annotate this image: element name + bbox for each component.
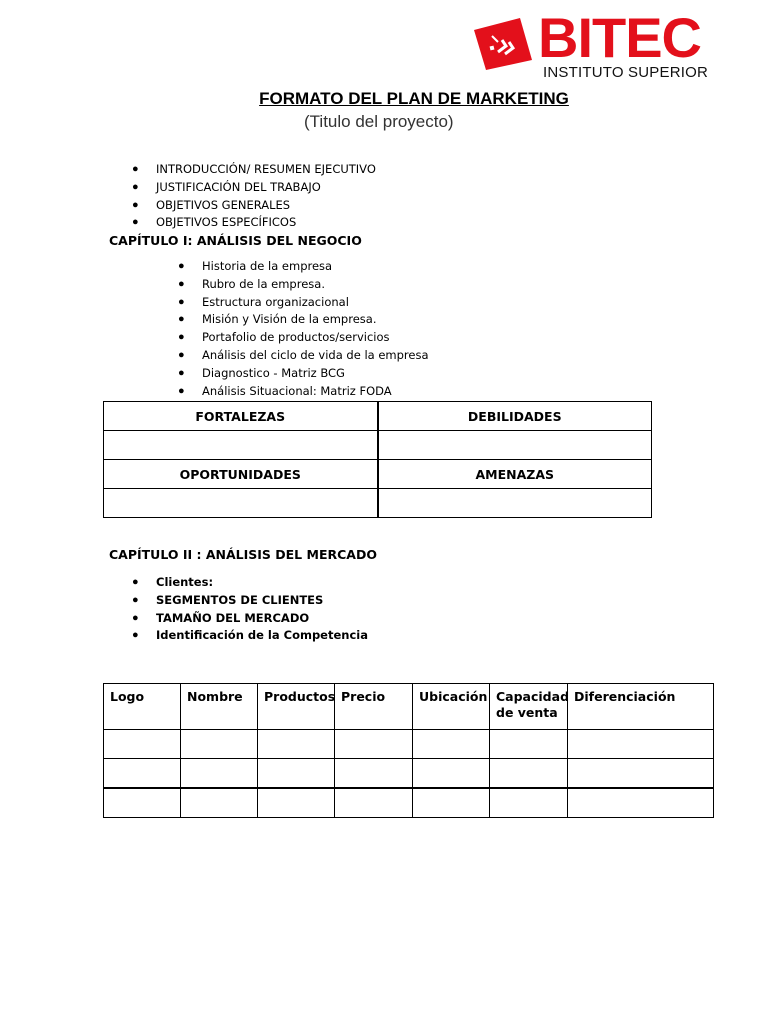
bullet-icon: ● <box>178 313 185 326</box>
list-item: ● Portafolio de productos/servicios <box>178 329 429 347</box>
table-cell[interactable] <box>258 788 335 818</box>
table-row <box>104 730 714 759</box>
bitec-logo <box>472 6 728 84</box>
bullet-icon: ● <box>132 576 139 588</box>
list-item: ● Misión y Visión de la empresa. <box>178 311 429 329</box>
bullet-icon: ● <box>132 593 139 606</box>
table-cell[interactable] <box>335 730 413 759</box>
table-cell[interactable] <box>104 730 181 759</box>
bullet-icon: ● <box>132 216 139 229</box>
intro-list <box>132 161 376 232</box>
foda-oportunidades-header: OPORTUNIDADES <box>104 460 378 489</box>
bullet-icon: ● <box>132 180 139 193</box>
table-cell[interactable] <box>181 730 258 759</box>
bullet-icon: ● <box>132 611 139 624</box>
table-row <box>104 788 714 818</box>
table-cell[interactable] <box>258 759 335 789</box>
table-cell[interactable] <box>104 759 181 789</box>
bullet-icon: ● <box>178 366 185 379</box>
table-row <box>104 759 714 789</box>
chapter2-heading: CAPÍTULO II : ANÁLISIS DEL MERCADO <box>109 547 377 562</box>
list-item: ● JUSTIFICACIÓN DEL TRABAJO <box>132 179 376 197</box>
foda-amenazas-cell[interactable] <box>378 489 652 518</box>
list-item: ● TAMAÑO DEL MERCADO <box>132 610 368 628</box>
table-cell[interactable] <box>181 788 258 818</box>
bullet-icon: ● <box>132 629 139 642</box>
table-cell[interactable] <box>258 730 335 759</box>
table-cell[interactable] <box>568 759 714 789</box>
list-item: ● Clientes: <box>132 574 368 592</box>
bullet-icon: ● <box>178 277 185 290</box>
col-header-productos: Productos <box>258 684 335 730</box>
bullet-icon: ● <box>178 331 185 344</box>
list-item: ● OBJETIVOS GENERALES <box>132 197 376 215</box>
competition-table <box>103 683 714 818</box>
table-cell[interactable] <box>335 759 413 789</box>
list-item: ● Estructura organizacional <box>178 294 429 312</box>
col-header-capacidad: Capacidad de venta <box>490 684 568 730</box>
bullet-icon: ● <box>132 163 139 175</box>
bitec-wordmark: BITEC <box>538 6 701 69</box>
bullet-icon: ● <box>178 295 185 308</box>
list-item: ● INTRODUCCIÓN/ RESUMEN EJECUTIVO <box>132 161 376 179</box>
list-item: ● Análisis del ciclo de vida de la empresa <box>178 347 429 365</box>
table-cell[interactable] <box>568 730 714 759</box>
table-cell[interactable] <box>413 730 490 759</box>
chapter1-heading: CAPÍTULO I: ANÁLISIS DEL NEGOCIO <box>109 233 362 248</box>
chapter2-list <box>132 574 368 645</box>
col-header-ubicacion: Ubicación <box>413 684 490 730</box>
foda-fortalezas-cell[interactable] <box>104 431 378 460</box>
list-item: ● Diagnostico - Matriz BCG <box>178 365 429 383</box>
table-cell[interactable] <box>490 788 568 818</box>
table-cell[interactable] <box>335 788 413 818</box>
table-cell[interactable] <box>490 730 568 759</box>
list-item: ● Rubro de la empresa. <box>178 276 429 294</box>
list-item: ● Identificación de la Competencia <box>132 627 368 645</box>
bullet-icon: ● <box>178 260 185 272</box>
foda-matrix <box>103 401 652 518</box>
foda-debilidades-cell[interactable] <box>378 431 652 460</box>
bullet-icon: ● <box>178 384 185 397</box>
bullet-icon: ● <box>132 198 139 211</box>
table-cell[interactable] <box>104 788 181 818</box>
table-cell[interactable] <box>413 759 490 789</box>
table-cell[interactable] <box>181 759 258 789</box>
col-header-precio: Precio <box>335 684 413 730</box>
chapter1-list <box>178 258 429 400</box>
list-item: ● Análisis Situacional: Matriz FODA <box>178 383 429 401</box>
table-cell[interactable] <box>568 788 714 818</box>
bitec-logo-mark-icon <box>472 16 534 70</box>
foda-amenazas-header: AMENAZAS <box>378 460 652 489</box>
col-header-diferenciacion: Diferenciación <box>568 684 714 730</box>
table-header-row <box>104 684 714 730</box>
foda-fortalezas-header: FORTALEZAS <box>104 402 378 431</box>
table-cell[interactable] <box>413 788 490 818</box>
list-item: ● SEGMENTOS DE CLIENTES <box>132 592 368 610</box>
list-item: ● OBJETIVOS ESPECÍFICOS <box>132 214 376 232</box>
bullet-icon: ● <box>178 348 185 361</box>
col-header-logo: Logo <box>104 684 181 730</box>
document-title: FORMATO DEL PLAN DE MARKETING <box>259 89 569 108</box>
table-cell[interactable] <box>490 759 568 789</box>
document-subtitle: (Titulo del proyecto) <box>304 112 454 131</box>
col-header-nombre: Nombre <box>181 684 258 730</box>
bitec-subtitle: INSTITUTO SUPERIOR <box>543 64 709 81</box>
foda-oportunidades-cell[interactable] <box>104 489 378 518</box>
foda-debilidades-header: DEBILIDADES <box>378 402 652 431</box>
list-item: ● Historia de la empresa <box>178 258 429 276</box>
